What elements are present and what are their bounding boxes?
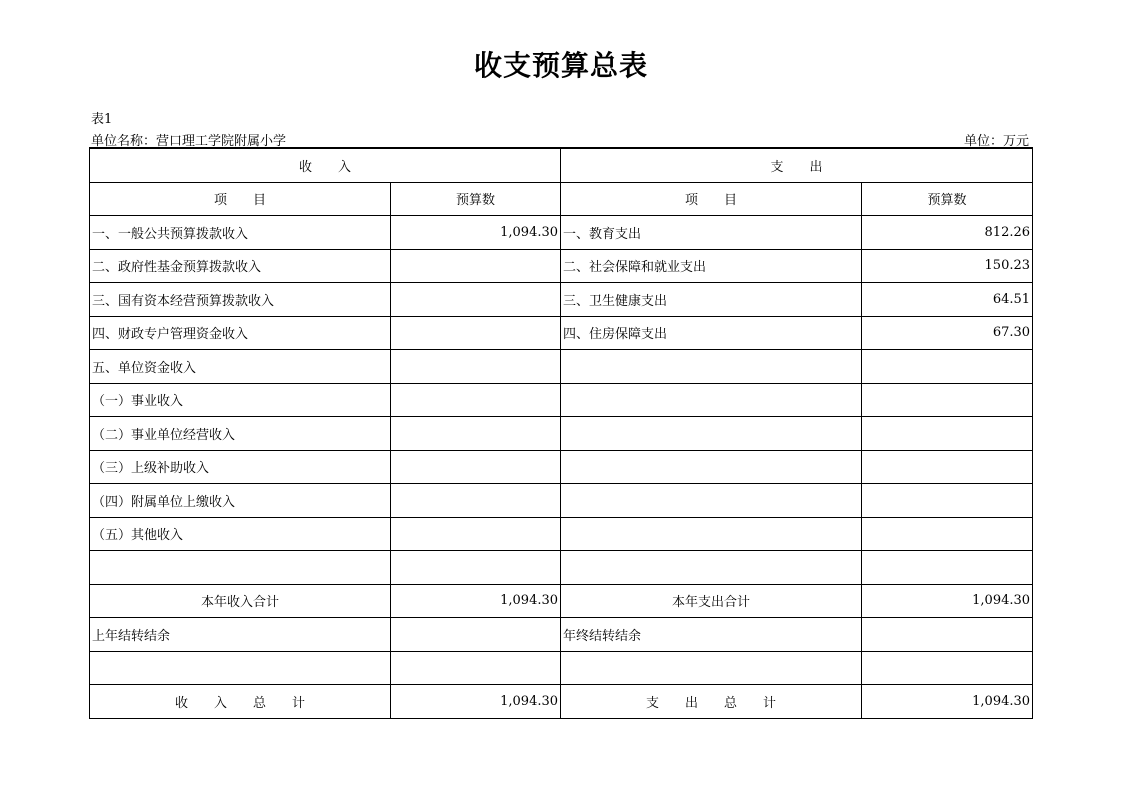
expense-value: 67.30 [862,316,1033,350]
table-row [90,417,1033,451]
expense-item [561,350,862,384]
income-subtotal-value: 1,094.30 [391,584,561,618]
expense-header: 支 出 [561,148,1033,182]
income-carry-value [391,618,561,652]
unit-name: 单位名称：营口理工学院附属小学 [91,134,287,149]
table-row [90,551,1033,585]
income-value [391,484,561,518]
income-value [391,249,561,283]
income-value [391,517,561,551]
table-row [90,484,1033,518]
income-item: 三、国有资本经营预算拨款收入 [90,283,391,317]
income-value [391,316,561,350]
header-row-section [90,148,1033,182]
income-value [391,283,561,317]
expense-value: 150.23 [862,249,1033,283]
expense-total-value: 1,094.30 [862,685,1033,719]
expense-item: 四、住房保障支出 [561,316,862,350]
unit-label: 单位：万元 [964,134,1030,149]
table-row [90,316,1033,350]
expense-budget-header: 预算数 [862,182,1033,216]
expense-item [561,517,862,551]
table-row [90,249,1033,283]
table-row [90,651,1033,685]
table-row [90,383,1033,417]
income-item: （三）上级补助收入 [90,450,391,484]
expense-carry-value [862,618,1033,652]
expense-value [862,450,1033,484]
income-item: 四、财政专户管理资金收入 [90,316,391,350]
income-subtotal-label: 本年收入合计 [90,584,391,618]
income-item [90,551,391,585]
income-value [391,350,561,384]
income-item: （四）附属单位上缴收入 [90,484,391,518]
page-title: 收支预算总表 [473,49,648,82]
income-budget-header: 预算数 [391,182,561,216]
table-row [90,216,1033,250]
income-item: （五）其他收入 [90,517,391,551]
expense-item [561,484,862,518]
total-row [90,685,1033,719]
expense-item: 一、教育支出 [561,216,862,250]
carry-over-row [90,618,1033,652]
expense-value: 64.51 [862,283,1033,317]
expense-value [862,484,1033,518]
table-number: 表1 [91,112,113,127]
income-value [391,450,561,484]
subtotal-row [90,584,1033,618]
income-carry-label: 上年结转结余 [90,618,391,652]
table-row [90,517,1033,551]
income-value: 1,094.30 [391,216,561,250]
income-item: （一）事业收入 [90,383,391,417]
table-row [90,450,1033,484]
income-value [391,551,561,585]
expense-value [862,551,1033,585]
expense-total-label: 支 出 总 计 [561,685,862,719]
budget-table [89,147,1033,719]
empty-cell [862,651,1033,685]
income-value [391,417,561,451]
expense-item [561,417,862,451]
expense-value [862,350,1033,384]
expense-item [561,551,862,585]
income-header: 收 入 [90,148,561,182]
expense-item [561,383,862,417]
income-total-value: 1,094.30 [391,685,561,719]
expense-carry-label: 年终结转结余 [561,618,862,652]
income-item: 五、单位资金收入 [90,350,391,384]
table-row [90,283,1033,317]
expense-item: 三、卫生健康支出 [561,283,862,317]
expense-item [561,450,862,484]
income-value [391,383,561,417]
empty-cell [561,651,862,685]
expense-value [862,517,1033,551]
income-total-label: 收 入 总 计 [90,685,391,719]
expense-item-header: 项 目 [561,182,862,216]
expense-item: 二、社会保障和就业支出 [561,249,862,283]
header-row-columns [90,182,1033,216]
income-item-header: 项 目 [90,182,391,216]
expense-subtotal-value: 1,094.30 [862,584,1033,618]
empty-cell [391,651,561,685]
empty-cell [90,651,391,685]
table-row [90,350,1033,384]
income-item: （二）事业单位经营收入 [90,417,391,451]
expense-value [862,383,1033,417]
income-item: 一、一般公共预算拨款收入 [90,216,391,250]
expense-value [862,417,1033,451]
income-item: 二、政府性基金预算拨款收入 [90,249,391,283]
expense-value: 812.26 [862,216,1033,250]
expense-subtotal-label: 本年支出合计 [561,584,862,618]
